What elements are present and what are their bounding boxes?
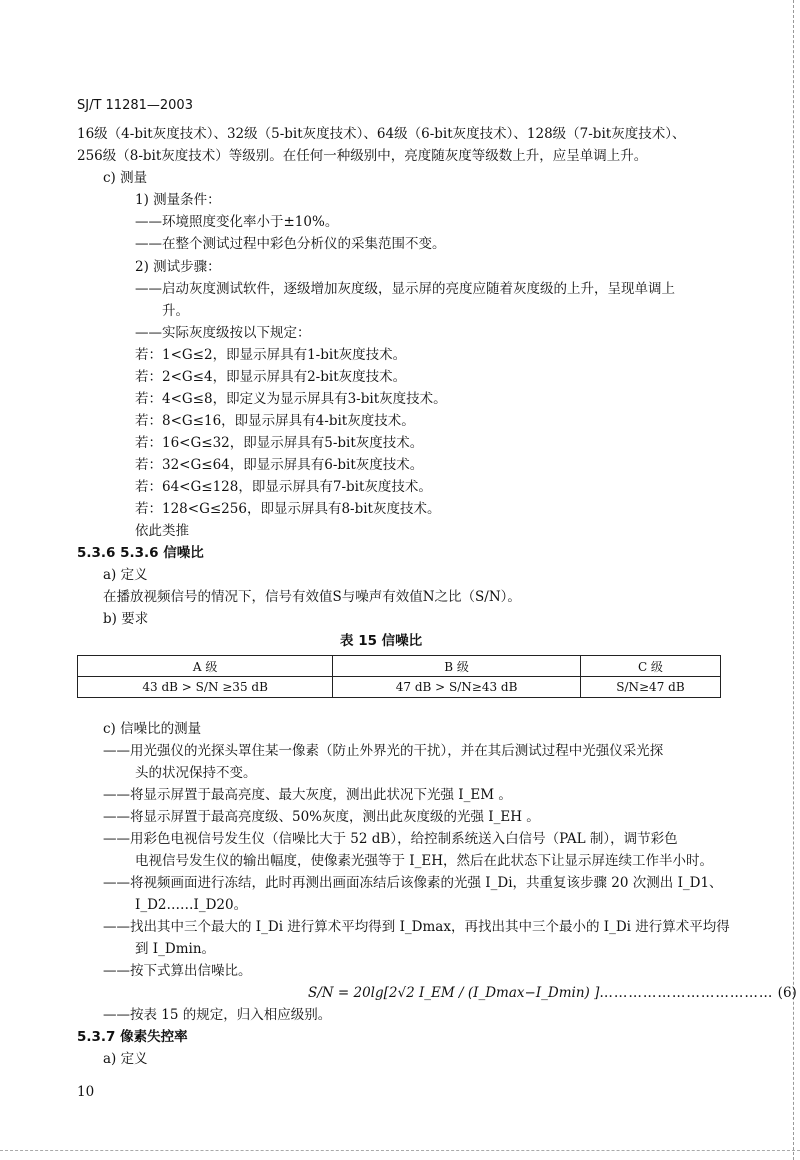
text-line: ——启动灰度测试软件，逐级增加灰度级，显示屏的亮度应随着灰度级的上升，呈现单调上: [135, 281, 675, 297]
text-line: ——按表 15 的规定，归入相应级别。: [103, 1007, 332, 1023]
text-line: 若：16<G≤32，即显示屏具有5-bit灰度技术。: [135, 435, 424, 451]
text-line: b) 要求: [103, 611, 149, 627]
text-line: 若：1<G≤2，即显示屏具有1-bit灰度技术。: [135, 347, 407, 363]
text-line: 1) 测量条件：: [135, 192, 221, 208]
text-line: ——在整个测试过程中彩色分析仪的采集范围不变。: [135, 236, 446, 252]
text-line: c) 信噪比的测量: [103, 721, 202, 737]
text-line: ——实际灰度级按以下规定：: [135, 325, 311, 341]
text-line: ——用彩色电视信号发生仪（信噪比大于 52 dB），给控制系统送入白信号（PAL 制），调节彩色: [103, 831, 678, 847]
text-line: ——将显示屏置于最高亮度、最大灰度，测出此状况下光强 I_EM 。: [103, 787, 512, 803]
text-line: 电视信号发生仪的输出幅度，使像素光强等于 I_EH，然后在此状态下让显示屏连续工作半小时。: [135, 853, 714, 869]
text-line: 256级（8-bit灰度技术）等级别。在任何一种级别中，亮度随灰度等级数上升，应呈单调上升。: [77, 148, 648, 164]
page-bottom-border: [0, 1150, 800, 1151]
text-line: 依此类推: [135, 523, 189, 539]
text-line: 若：32<G≤64，即显示屏具有6-bit灰度技术。: [135, 457, 424, 473]
snr-table: [77, 655, 721, 698]
text-line: 若：64<G≤128，即显示屏具有7-bit灰度技术。: [135, 479, 432, 495]
text-line: 升。: [162, 303, 189, 319]
text-line: ——将视频画面进行冻结，此时再测出画面冻结后该像素的光强 I_Di，共重复该步骤 20 次测出 I_D1、: [103, 875, 723, 891]
text-line: a) 定义: [103, 1051, 148, 1067]
text-line: I_D2……I_D20。: [135, 897, 248, 913]
snr-formula: S/N = 20lg[2√2 I_EM / (I_Dmax−I_Dmin) ]: [308, 985, 600, 1001]
text-line: 在播放视频信号的情况下，信号有效值S与噪声有效值N之比（S/N）。: [103, 589, 521, 605]
text-line: 若：4<G≤8，即定义为显示屏具有3-bit灰度技术。: [135, 391, 447, 407]
table-header-cell: A 级: [78, 656, 333, 677]
text-line: ——按下式算出信噪比。: [103, 963, 252, 979]
text-line: 5.3.6 5.3.6 信噪比: [77, 545, 204, 561]
table-header-cell: B 级: [333, 656, 581, 677]
text-line: 到 I_Dmin。: [135, 941, 216, 957]
formula-leader: ………………………………: [599, 985, 774, 1001]
text-line: ——环境照度变化率小于±10%。: [135, 214, 339, 230]
table-header-cell: C 级: [580, 656, 720, 677]
page-number: 10: [77, 1084, 95, 1100]
text-line: c) 测量: [103, 170, 148, 186]
text-line: ——用光强仪的光探头罩住某一像素（防止外界光的干扰），并在其后测试过程中光强仪采光探: [103, 743, 664, 759]
text-line: 若：8<G≤16，即显示屏具有4-bit灰度技术。: [135, 413, 415, 429]
text-line: a) 定义: [103, 567, 148, 583]
text-line: ——找出其中三个最大的 I_Di 进行算术平均得到 I_Dmax，再找出其中三个最小的 I_Di 进行算术平均得: [103, 919, 730, 935]
table-cell: S/N≥47 dB: [580, 677, 720, 698]
doc-code-header: SJ/T 11281—2003: [77, 98, 193, 113]
formula-line: [308, 983, 797, 1003]
table-cell: 43 dB > S/N ≥35 dB: [78, 677, 333, 698]
text-line: 头的状况保持不变。: [135, 765, 257, 781]
text-line: 若：2<G≤4，即显示屏具有2-bit灰度技术。: [135, 369, 407, 385]
text-line: 若：128<G≤256，即显示屏具有8-bit灰度技术。: [135, 501, 441, 517]
text-line: 2) 测试步骤：: [135, 259, 221, 275]
formula-number: (6): [777, 985, 797, 1001]
table-cell: 47 dB > S/N≥43 dB: [333, 677, 581, 698]
table-caption: 表 15 信噪比: [340, 633, 423, 649]
text-line: 5.3.7 像素失控率: [77, 1029, 188, 1045]
text-line: ——将显示屏置于最高亮度级、50%灰度，测出此灰度级的光强 I_EH 。: [103, 809, 540, 825]
table-header-row: [78, 656, 721, 677]
table-row: [78, 677, 721, 698]
text-line: 16级（4-bit灰度技术）、32级（5-bit灰度技术）、64级（6-bit灰度技术）、128级（7-bit灰度技术）、: [77, 126, 686, 142]
